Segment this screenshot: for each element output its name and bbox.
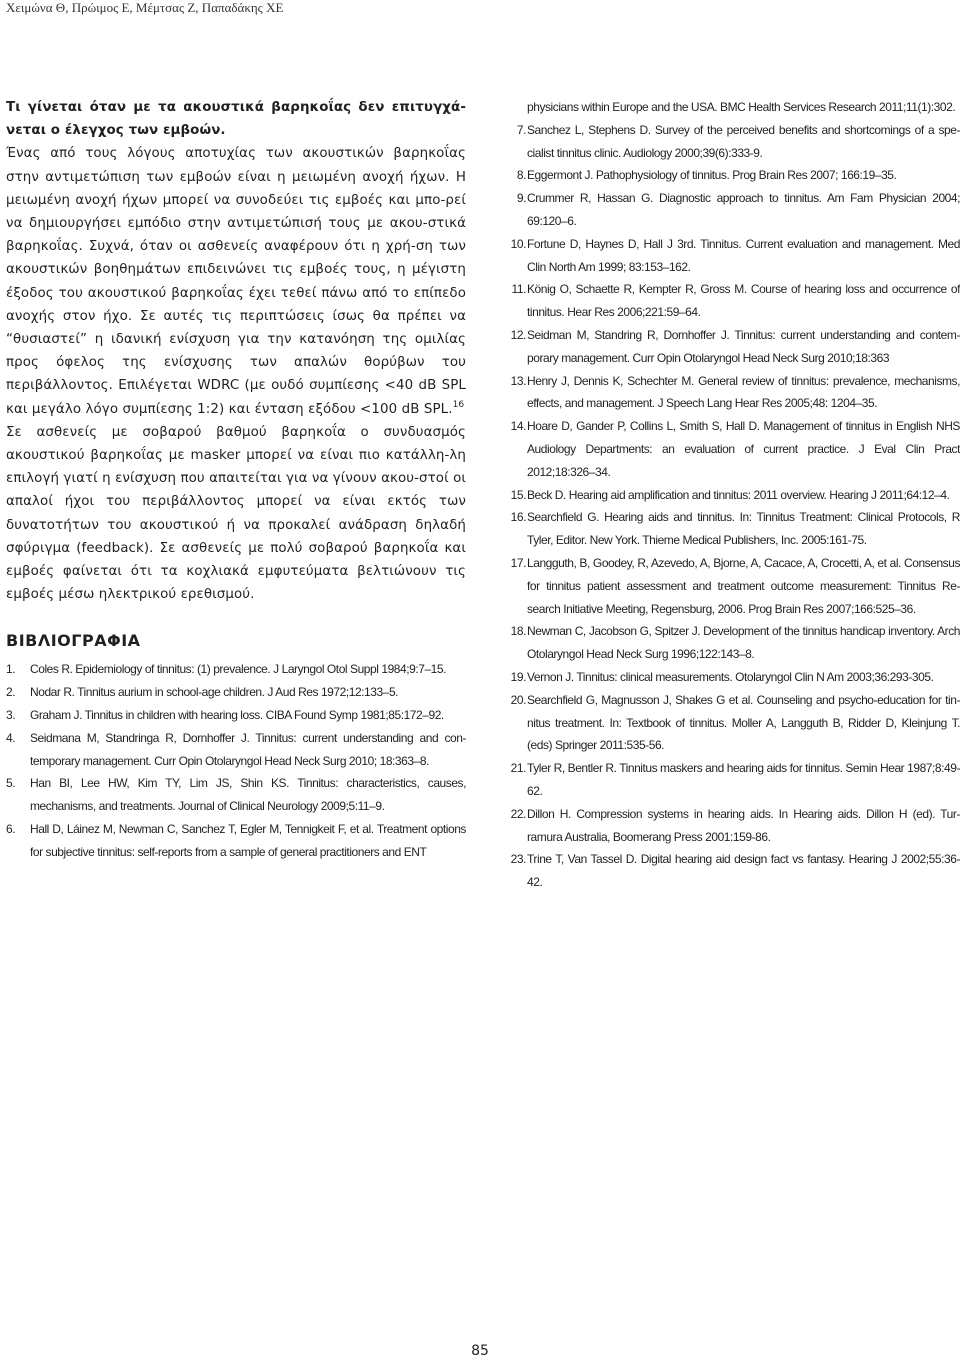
reference-number: 20.	[510, 692, 526, 707]
reference-text: Graham J. Tinnitus in children with hearing loss. CIBA Found Symp 1981;85:172–92.	[30, 708, 444, 723]
reference-item	[510, 620, 960, 666]
reference-item	[510, 233, 960, 279]
reference-number: 1.	[6, 662, 16, 677]
reference-item	[510, 187, 960, 233]
reference-number: 12.	[510, 327, 526, 342]
reference-number: 6.	[6, 822, 16, 837]
reference-item	[6, 818, 466, 864]
reference-text: Newman C, Jacobson G, Spitzer J. Development of the tinnitus handicap inventory. Arch Otolaryngol Head Neck Surg 1996;122:143–8.	[527, 624, 960, 662]
reference-text: Dillon H. Compression systems in hearing aids. In Hearing aids. Dillon H (ed). Tur-ramura Australia, Boomerang Press 2001:159-86.	[527, 806, 960, 844]
reference-text: Tyler R, Bentler R. Tinnitus maskers and hearing aids for tinnitus. Semin Hear 1987;8:49-62.	[527, 761, 960, 798]
reference-item	[510, 415, 960, 483]
reference-text: Fortune D, Haynes D, Hall J 3rd. Tinnitus. Current evaluation and management. Med Clin North Am 1999; 83:153–162.	[527, 236, 960, 274]
reference-item	[510, 119, 960, 165]
reference-number: 13.	[510, 373, 526, 388]
reference-item	[6, 658, 466, 681]
reference-text: Eggermont J. Pathophysiology of tinnitus. Prog Brain Res 2007; 166:19–35.	[527, 168, 897, 183]
reference-number: 7.	[516, 122, 526, 137]
reference-text: Langguth, B, Goodey, R, Azevedo, A, Bjorne, A, Cacace, A, Crocetti, A, et al. Consensus for tinnitus patient assessment and treatment outcome measurement: Tinnitus Re-search Initiative Meeting, Regensburg, 2006. Prog Brain Res 2007;166:525–36.	[527, 555, 960, 616]
reference-text: Hall D, Láinez M, Newman C, Sanchez T, Egler M, Tennigkeit F, et al. Treatment options for subjective tinnitus: self-reports from a sample of general practitioners and ENT	[30, 822, 466, 859]
reference-text: Nodar R. Tinnitus aurium in school-age children. J Aud Res 1972;12:133–5.	[30, 685, 399, 700]
reference-number: 17.	[510, 555, 526, 570]
citation-superscript: 16	[452, 399, 465, 410]
reference-number: 5.	[6, 776, 16, 791]
reference-item	[510, 506, 960, 552]
reference-number: 9.	[516, 191, 526, 206]
reference-number: 16.	[510, 510, 526, 525]
running-header-authors: Χειμώνα Θ, Πρώιμος Ε, Μέμτσας Ζ, Παπαδάκης ΧΕ	[6, 0, 284, 15]
reference-item	[510, 278, 960, 324]
reference-item	[510, 164, 960, 187]
reference-number: 19.	[510, 669, 526, 684]
reference-item	[510, 848, 960, 894]
reference-number: 2.	[6, 685, 16, 700]
reference-text: König O, Schaette R, Kempter R, Gross M. Course of hearing loss and occurrence of tinnitus. Hear Res 2006;221:59–64.	[527, 282, 960, 320]
section-subheading: Τι γίνεται όταν με τα ακουστικά βαρηκοΐας δεν επιτυγχά-νεται ο έλεγχος των εμβοών.	[6, 100, 466, 139]
reference-item	[510, 484, 960, 507]
reference-item	[510, 689, 960, 757]
reference-text: Searchfield G, Magnusson J, Shakes G et al. Counseling and psycho-education for tin-nitus treatment. In: Textbook of tinnitus. Moller A, Langguth B, Ridder D, Kleinjung T. (eds) Springer 2011:535-56.	[527, 692, 960, 753]
left-column	[6, 96, 466, 864]
reference-item	[510, 370, 960, 416]
reference-number: 4.	[6, 730, 16, 745]
reference-item	[510, 666, 960, 689]
reference-text: Vernon J. Tinnitus: clinical measurements. Otolaryngol Clin N Am 2003;36:293-305.	[527, 669, 934, 684]
reference-continuation	[510, 96, 960, 119]
bibliography-heading: ΒΙΒΛΙΟΓΡΑΦΙΑ	[6, 631, 141, 651]
reference-number: 11.	[511, 282, 526, 297]
reference-text: Searchfield G. Hearing aids and tinnitus. In: Tinnitus Treatment: Clinical Protocols, R Tyler, Editor. New York. Thieme Medical Publishers, Inc. 2005:161-75.	[527, 510, 960, 548]
reference-number: 21.	[510, 761, 526, 776]
reference-text: Hoare D, Gander P, Collins L, Smith S, Hall D. Management of tinnitus in English NHS Audiology Departments: an evaluation of current practice. J Eval Clin Pract 2012;18:326–34.	[527, 419, 960, 479]
reference-list-left	[6, 658, 466, 863]
reference-text: Seidman M, Standring R, Dornhoffer J. Tinnitus: current understanding and contem-porary management. Curr Opin Otolaryngol Head Neck Surg 2010;18:363	[527, 327, 960, 365]
reference-text: Crummer R, Hassan G. Diagnostic approach to tinnitus. Am Fam Physician 2004; 69:120–6.	[527, 191, 960, 228]
reference-text: Sanchez L, Stephens D. Survey of the perceived benefits and shortcomings of a spe-cialist tinnitus clinic. Audiology 2000;39(6):333-9.	[527, 122, 960, 160]
reference-number: 10.	[510, 236, 526, 251]
reference-text: Coles R. Epidemiology of tinnitus: (1) prevalence. J Laryngol Otol Suppl 1984;9:7–15.	[30, 662, 447, 677]
paragraph-1-text: Ένας από τους λόγους αποτυχίας των ακουστικών βαρηκοΐας στην αντιμετώπιση των εμβοών είναι η μειωμένη ανοχή ήχων. Η μειωμένη ανοχή ήχων μπορεί να συνοδεύει τις εμβοές και μπο-ρεί να δημιουργήσει εμπόδιο στην αντιμετώπισή τους με ακου-στικά βαρηκοΐας. Συχνά, όταν οι ασθενείς αναφέρουν ότι η χρή-ση των ακουστικών βοηθημάτων επιδεινώνει τις εμβοές τους, η μέγιστη έξοδος του ακουστικού βαρηκοΐας έχει τεθεί πάνω από το επίπεδο ανοχής στον ήχο. Σε αυτές τις περιπτώσεις ίσως θα πρέπει να “θυσιαστεί” η ιδανική ενίσχυση για την κατανόηση της ομιλίας προς όφελος της ενίσχυσης των απαλών θορύβων του περιβάλλοντος. Επιλέγεται WDRC (με ουδό συμπίεσης <40 dB SPL και μεγάλο λόγο συμπίεσης 1:2) και ένταση εξόδου <100 dB SPL.	[6, 146, 466, 417]
reference-item	[6, 727, 466, 773]
reference-text: Seidmana M, Standringa R, Dornhoffer J. Tinnitus: current understanding and con-temporary management. Curr Opin Otolaryngol Head Neck Surg 2010; 18:363–8.	[30, 730, 466, 768]
reference-text: Beck D. Hearing aid amplification and tinnitus: 2011 overview. Hearing J 2011;64:12–4.	[527, 487, 950, 502]
right-column	[510, 96, 960, 894]
reference-item	[510, 757, 960, 803]
reference-number: 18.	[510, 624, 526, 639]
reference-text: Han BI, Lee HW, Kim TY, Lim JS, Shin KS. Tinnitus: characteristics, causes, mechanisms, and treatments. Journal of Clinical Neurology 2009;5:11–9.	[30, 776, 466, 814]
reference-number: 15.	[510, 487, 526, 502]
reference-continuation-text: physicians within Europe and the USA. BMC Health Services Research 2011;11(1):302.	[527, 100, 956, 114]
reference-item	[6, 681, 466, 704]
reference-number: 8.	[516, 168, 526, 183]
reference-text: Trine T, Van Tassel D. Digital hearing aid design fact vs fantasy. Hearing J 2002;55:36-42.	[527, 852, 960, 890]
reference-list-right	[510, 96, 960, 894]
reference-number: 23.	[510, 852, 526, 867]
reference-item	[510, 803, 960, 849]
reference-number: 3.	[6, 708, 16, 723]
reference-item	[6, 704, 466, 727]
reference-item	[510, 552, 960, 620]
reference-item	[6, 772, 466, 818]
reference-number: 22.	[510, 806, 526, 821]
body-paragraph-2: Σε ασθενείς με σοβαρού βαθμού βαρηκοΐα ο συνδυασμός ακουστικού βαρηκοΐας με masker μπορεί να είναι πιο κατάλλη-λη επιλογή γιατί η ενίσχυση που απαιτείται για να γίνουν ακου-στοί οι απαλοί ήχοι του περιβάλλοντος μπορεί να είναι εκτός των δυνατοτήτων του ακουστικού ή να προκαλεί ανάδραση δηλαδή σφύριγμα (feedback). Σε ασθενείς με πολύ σοβαρού βαρηκοΐα και εμβοές φαίνεται ότι τα κοχλιακά εμφυτεύματα βελτιώνουν τις εμβοές μέσω ηλεκτρικού ερεθισμού.	[6, 424, 467, 603]
reference-text: Henry J, Dennis K, Schechter M. General review of tinnitus: prevalence, mechanisms, effects, and management. J Speech Lang Hear Res 2005;48: 1204–35.	[527, 373, 960, 411]
body-paragraph-1	[6, 96, 466, 421]
page-number: 85	[471, 1343, 489, 1359]
reference-number: 14.	[510, 419, 526, 434]
reference-item	[510, 324, 960, 370]
